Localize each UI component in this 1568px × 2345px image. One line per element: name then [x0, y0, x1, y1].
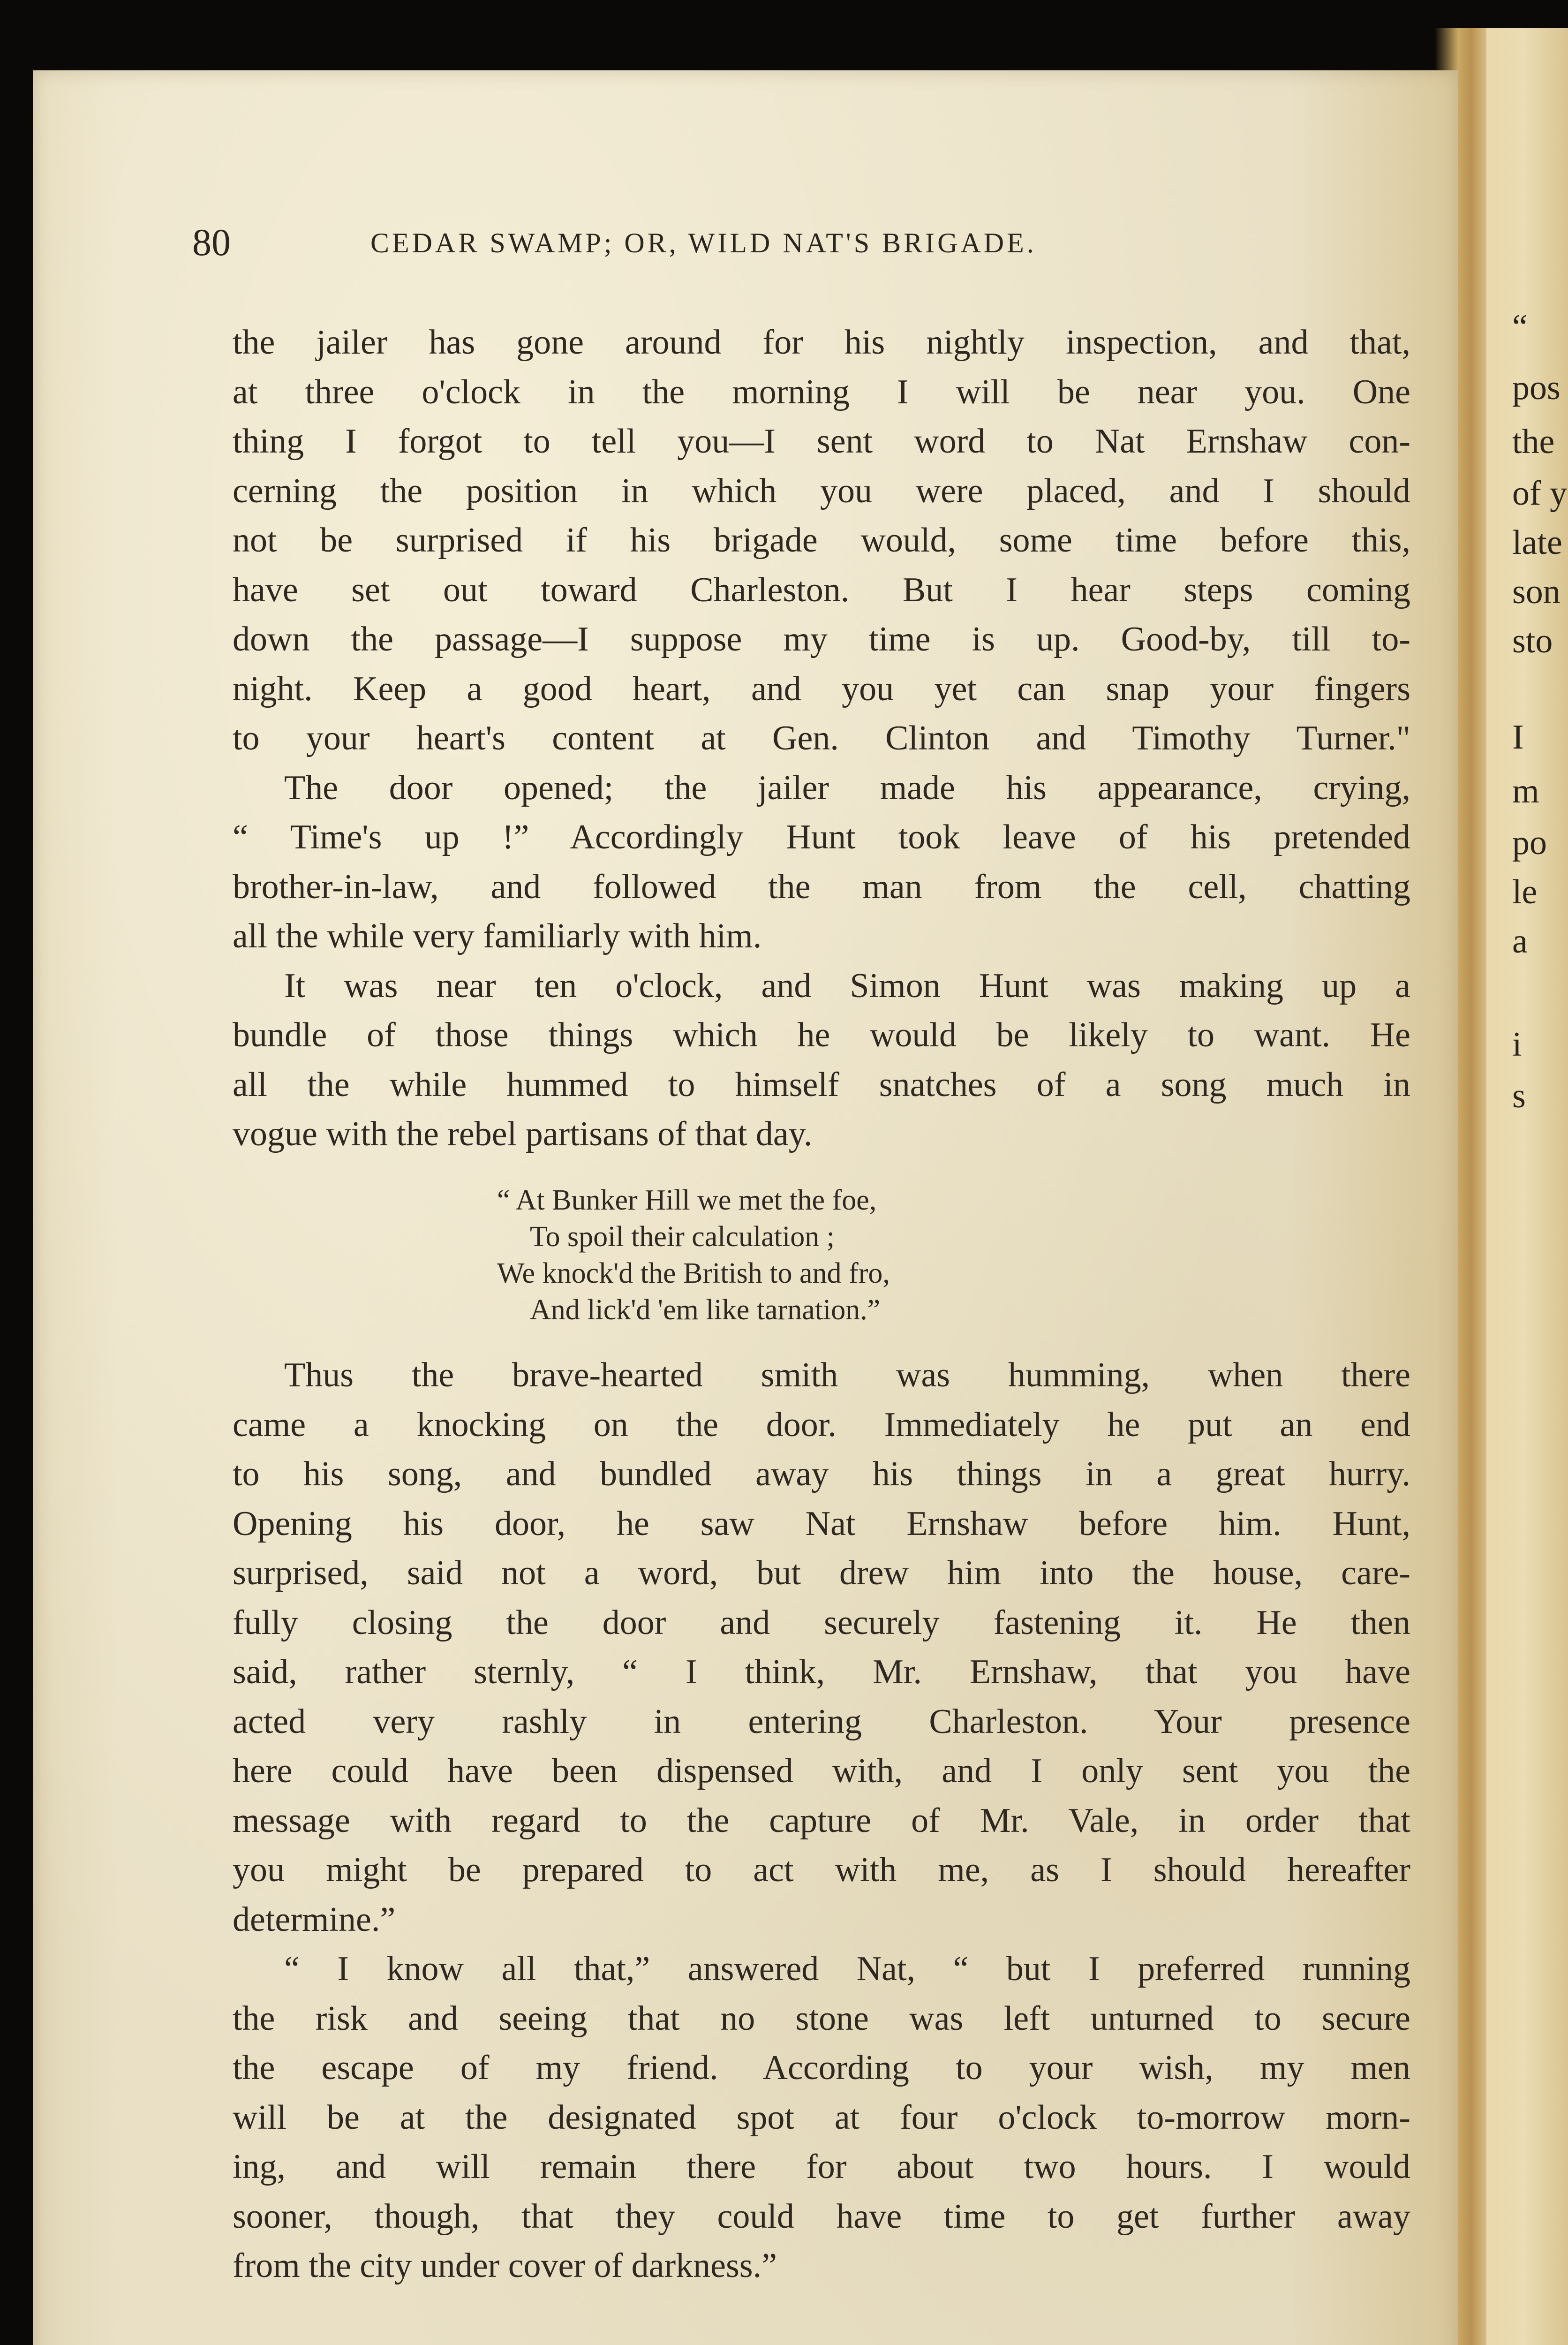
text-line: from the city under cover of darkness.”: [233, 2247, 777, 2285]
text-line: ing, and will remain there for about two hours. I would: [233, 2148, 1410, 2186]
text-line: have set out toward Charleston. But I hear steps coming: [233, 570, 1410, 609]
facing-fragment: m: [1512, 772, 1539, 810]
text-line: fully closing the door and securely fastening it. He then: [233, 1603, 1410, 1642]
facing-fragment: late: [1512, 523, 1562, 562]
song-verse: [497, 1182, 1200, 1328]
verse-line: And lick'd 'em like tarnation.”: [530, 1294, 881, 1326]
verse-line: “ At Bunker Hill we met the foe,: [497, 1184, 877, 1216]
text-line: “ I know all that,” answered Nat, “ but I preferred running: [284, 1950, 1410, 1988]
facing-fragment: son: [1512, 573, 1560, 611]
verse-line: We knock'd the British to and fro,: [497, 1257, 890, 1289]
text-line: cerning the position in which you were placed, and I should: [233, 471, 1410, 510]
page-number: 80: [192, 221, 231, 264]
text-line: brother-in-law, and followed the man from the cell, chatting: [233, 867, 1410, 906]
text-line: the escape of my friend. According to your wish, my men: [233, 2049, 1410, 2087]
text-line: thing I forgot to tell you—I sent word to Nat Ernshaw con-: [233, 422, 1410, 461]
text-line: at three o'clock in the morning I will be near you. One: [233, 372, 1410, 411]
text-line: down the passage—I suppose my time is up. Good-by, till to-: [233, 620, 1410, 658]
text-line: message with regard to the capture of Mr. Vale, in order that: [233, 1801, 1410, 1840]
text-line: you might be prepared to act with me, as I should hereafter: [233, 1851, 1410, 1889]
text-line: The door opened; the jailer made his appearance, crying,: [284, 768, 1410, 807]
facing-fragment: a: [1512, 922, 1528, 961]
page-header: [192, 220, 1407, 267]
facing-fragment: sto: [1512, 622, 1553, 660]
text-line: sooner, though, that they could have time to get further away: [233, 2197, 1410, 2236]
body-text-part2: [233, 1351, 1410, 2291]
text-line: Opening his door, he saw Nat Ernshaw before him. Hunt,: [233, 1504, 1410, 1543]
text-line: “ Time's up !” Accordingly Hunt took leave of his pretended: [233, 818, 1410, 856]
text-line: determine.”: [233, 1900, 396, 1939]
text-line: came a knocking on the door. Immediately he put an end: [233, 1405, 1410, 1444]
text-line: surprised, said not a word, but drew him into the house, care-: [233, 1554, 1410, 1592]
text-line: the jailer has gone around for his nightly inspection, and that,: [233, 323, 1410, 362]
facing-fragment: po: [1512, 824, 1547, 862]
body-text-part1: [233, 318, 1410, 1159]
verse-line: To spoil their calculation ;: [530, 1221, 835, 1253]
text-line: not be surprised if his brigade would, some time before this,: [233, 521, 1410, 560]
text-line: all the while hummed to himself snatches of a song much in: [233, 1065, 1410, 1104]
text-line: acted very rashly in entering Charleston. Your presence: [233, 1702, 1410, 1741]
text-line: vogue with the rebel partisans of that day.: [233, 1115, 813, 1153]
facing-fragment: of y: [1512, 474, 1568, 513]
facing-fragment: the: [1512, 423, 1555, 461]
text-line: said, rather sternly, “ I think, Mr. Ernshaw, that you have: [233, 1653, 1410, 1691]
text-line: to his song, and bundled away his things in a great hurry.: [233, 1455, 1410, 1493]
text-line: It was near ten o'clock, and Simon Hunt was making up a: [284, 966, 1410, 1005]
facing-fragment: i: [1512, 1025, 1522, 1064]
text-line: here could have been dispensed with, and I only sent you the: [233, 1752, 1410, 1790]
facing-fragment: s: [1512, 1077, 1526, 1115]
facing-fragment: “: [1512, 308, 1528, 346]
text-line: all the while very familiarly with him.: [233, 917, 762, 955]
facing-fragment: pos: [1512, 369, 1560, 407]
text-line: will be at the designated spot at four o'clock to-morrow morn-: [233, 2098, 1410, 2137]
text-line: to your heart's content at Gen. Clinton and Timothy Turner.": [233, 719, 1410, 757]
text-line: Thus the brave-hearted smith was humming, when there: [284, 1356, 1410, 1394]
facing-fragment: le: [1512, 873, 1538, 911]
running-title: CEDAR SWAMP; OR, WILD NAT'S BRIGADE.: [370, 227, 1037, 258]
text-line: the risk and seeing that no stone was left unturned to secure: [233, 1999, 1410, 2038]
text-line: night. Keep a good heart, and you yet can snap your fingers: [233, 669, 1410, 708]
text-line: bundle of those things which he would be likely to want. He: [233, 1016, 1410, 1054]
facing-fragment: I: [1512, 718, 1524, 756]
